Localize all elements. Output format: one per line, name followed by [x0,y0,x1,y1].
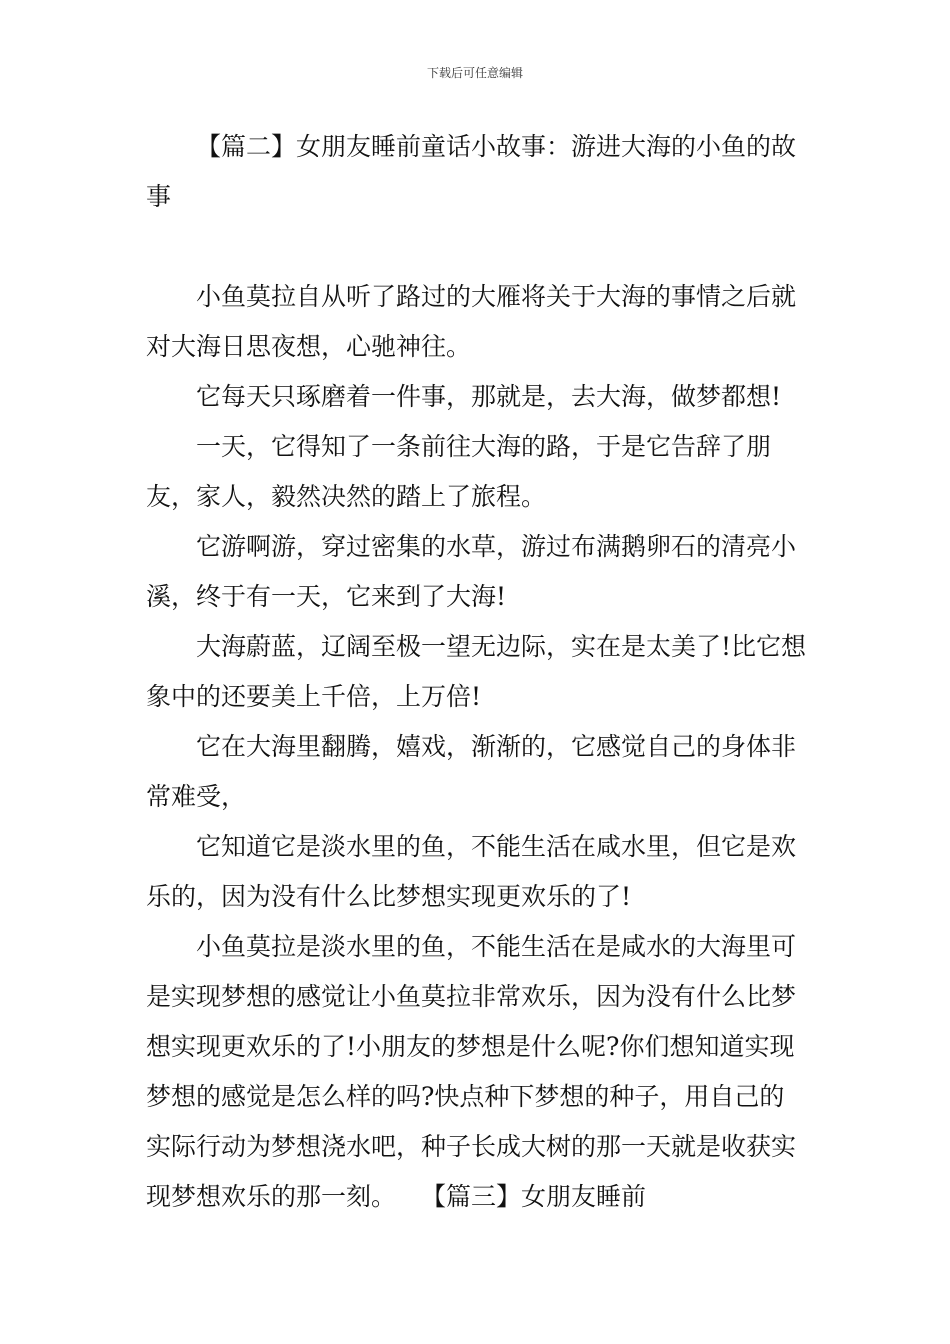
page-header-note: 下载后可任意编辑 [426,66,523,80]
paragraph: 大海蔚蓝，辽阔至极一望无边际，实在是太美了!比它想象中的还要美上千倍，上万倍! [146,632,807,711]
paragraph: 它在大海里翻腾，嬉戏，渐渐的，它感觉自己的身体非常难受， [146,732,797,811]
paragraph: 它知道它是淡水里的鱼，不能生活在咸水里，但它是欢乐的，因为没有什么比梦想实现更欢乐的了! [146,832,797,911]
paragraph: 它游啊游，穿过密集的水草，游过布满鹅卵石的清亮小溪，终于有一天，它来到了大海! [146,532,797,611]
paragraph: 它每天只琢磨着一件事，那就是，去大海，做梦都想! [196,382,782,411]
paragraph: 一天，它得知了一条前往大海的路，于是它告辞了朋友，家人，毅然决然的踏上了旅程。 [146,432,772,511]
story-body [146,122,808,1222]
story-title: 【篇二】女朋友睡前童话小故事：游进大海的小鱼的故事 [146,132,797,211]
blank-line [146,222,808,272]
paragraph: 小鱼莫拉是淡水里的鱼，不能生活在是咸水的大海里可是实现梦想的感觉让小鱼莫拉非常欢乐，因为没有什么比梦想实现更欢乐的了!小朋友的梦想是什么呢?你们想知道实现梦想的感觉是怎么样的吗?快点种下梦想的种子，用自己的实际行动为梦想浇水吧，种子长成大树的那一天就是收获实现梦想欢乐的那一刻。 【篇三】女朋友睡前 [146,932,797,1211]
paragraph: 小鱼莫拉自从听了路过的大雁将关于大海的事情之后就对大海日思夜想，心驰神往。 [146,282,797,361]
